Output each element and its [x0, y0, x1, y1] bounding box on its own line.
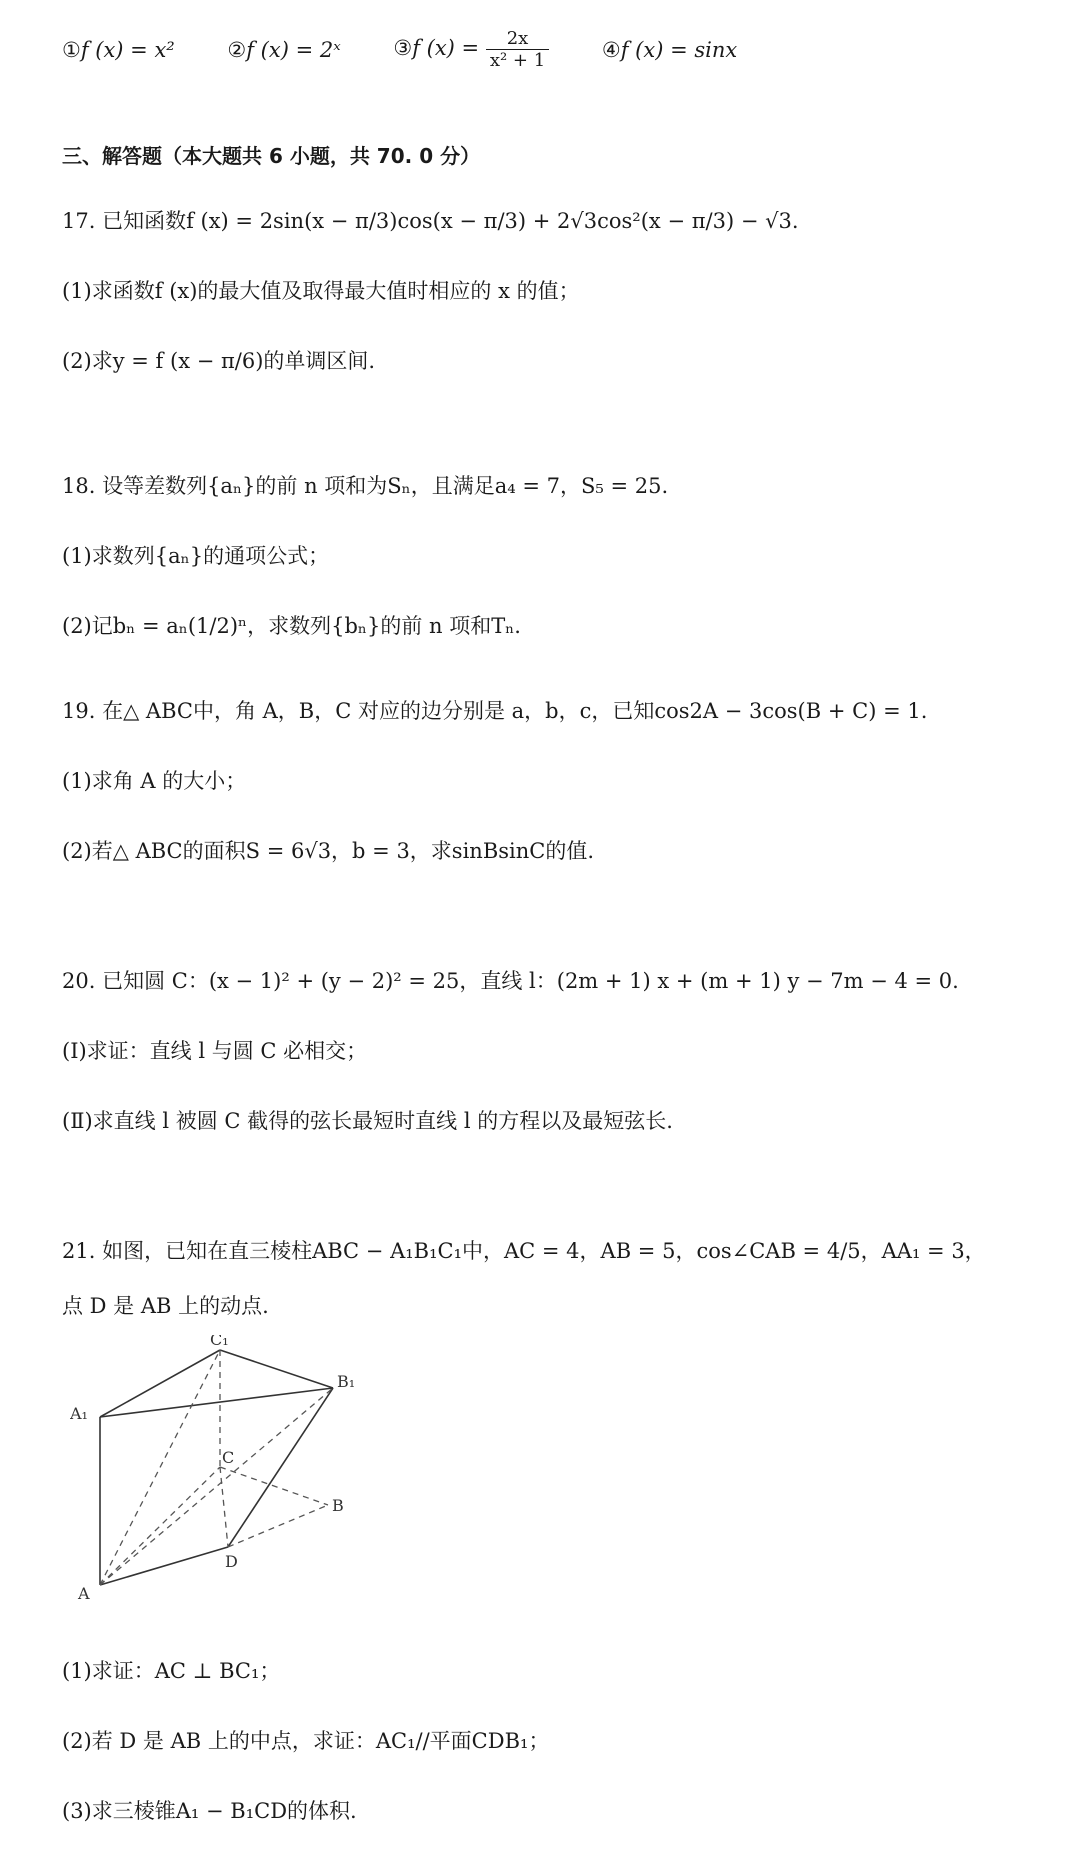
problem-18: 18. 设等差数列{aₙ}的前 n 项和为Sₙ，且满足a₄ = 7，S₅ = 25.: [62, 474, 669, 498]
problem-21: 21. 如图，已知在直三棱柱ABC − A₁B₁C₁中，AC = 4，AB = 5，cos∠CAB = 4/5，AA₁ = 3，: [62, 1239, 986, 1263]
problem-18-part-2: (2)记bₙ = aₙ(1/2)ⁿ，求数列{bₙ}的前 n 项和Tₙ.: [62, 614, 521, 638]
edge-c-b-hidden: [220, 1467, 328, 1505]
label-a: A: [78, 1584, 90, 1603]
edge-c1-b1: [220, 1350, 333, 1388]
fraction-numerator: 2x: [486, 28, 549, 50]
option-4-mark: ④: [601, 37, 621, 62]
option-2-mark: ②: [227, 37, 247, 62]
option-4: [602, 38, 737, 62]
problem-17-part-2: (2)求y = f (x − π/6)的单调区间.: [62, 349, 376, 373]
problem-20-part-2: (Ⅱ)求直线 l 被圆 C 截得的弦长最短时直线 l 的方程以及最短弦长.: [62, 1109, 673, 1133]
problem-21-part-1: (1)求证：AC ⊥ BC₁；: [62, 1659, 281, 1683]
option-2: [227, 38, 340, 62]
label-a1: A₁: [70, 1404, 88, 1423]
problem-19-part-2: (2)若△ ABC的面积S = 6√3，b = 3，求sinBsinC的值.: [62, 839, 595, 863]
option-3-mark: ③: [393, 36, 413, 60]
option-1-formula: f (x) = x²: [80, 37, 175, 62]
option-3: [393, 28, 549, 71]
problem-20: 20. 已知圆 C：(x − 1)² + (y − 2)² = 25，直线 l：(2m + 1) x + (m + 1) y − 7m − 4 = 0.: [62, 969, 959, 993]
label-b: B: [332, 1496, 344, 1515]
option-1-mark: ①: [62, 37, 81, 62]
edge-d-b-hidden: [228, 1505, 328, 1547]
answer-options-row: [62, 28, 783, 71]
label-d: D: [225, 1552, 238, 1571]
edge-c-d-hidden: [220, 1467, 228, 1547]
option-1: [62, 38, 175, 62]
option-3-fraction: [486, 28, 549, 71]
problem-20-part-1: (Ⅰ)求证：直线 l 与圆 C 必相交；: [62, 1039, 368, 1063]
label-c1: C₁: [210, 1335, 229, 1349]
edge-a1-b1: [100, 1388, 333, 1417]
problem-21-continued: 点 D 是 AB 上的动点.: [62, 1294, 269, 1318]
option-2-formula: f (x) = 2ˣ: [246, 37, 341, 62]
section-heading: 三、解答题（本大题共 6 小题，共 70. 0 分）: [62, 144, 481, 168]
label-c: C: [222, 1448, 235, 1467]
option-4-formula: f (x) = sinx: [620, 37, 738, 62]
edge-a-b1-hidden: [100, 1388, 333, 1585]
edge-a1-c1: [100, 1350, 220, 1417]
prism-diagram: [70, 1335, 390, 1605]
problem-17-part-1: (1)求函数f (x)的最大值及取得最大值时相应的 x 的值；: [62, 279, 580, 303]
label-b1: B₁: [337, 1372, 356, 1391]
fraction-denominator: x² + 1: [489, 50, 546, 71]
problem-19-part-1: (1)求角 A 的大小；: [62, 769, 247, 793]
problem-17: 17. 已知函数f (x) = 2sin(x − π/3)cos(x − π/3) + 2√3cos²(x − π/3) − √3.: [62, 209, 799, 233]
problem-18-part-1: (1)求数列{aₙ}的通项公式；: [62, 544, 330, 568]
problem-21-part-2: (2)若 D 是 AB 上的中点，求证：AC₁//平面CDB₁；: [62, 1729, 550, 1753]
edge-b1-d: [228, 1388, 333, 1547]
problem-21-part-3: (3)求三棱锥A₁ − B₁CD的体积.: [62, 1799, 357, 1823]
edge-a-c1-hidden: [100, 1350, 220, 1585]
prism-figure: [70, 1335, 390, 1605]
option-3-prefix: f (x) =: [412, 36, 480, 60]
problem-19: 19. 在△ ABC中，角 A，B，C 对应的边分别是 a，b，c，已知cos2A − 3cos(B + C) = 1.: [62, 699, 928, 723]
